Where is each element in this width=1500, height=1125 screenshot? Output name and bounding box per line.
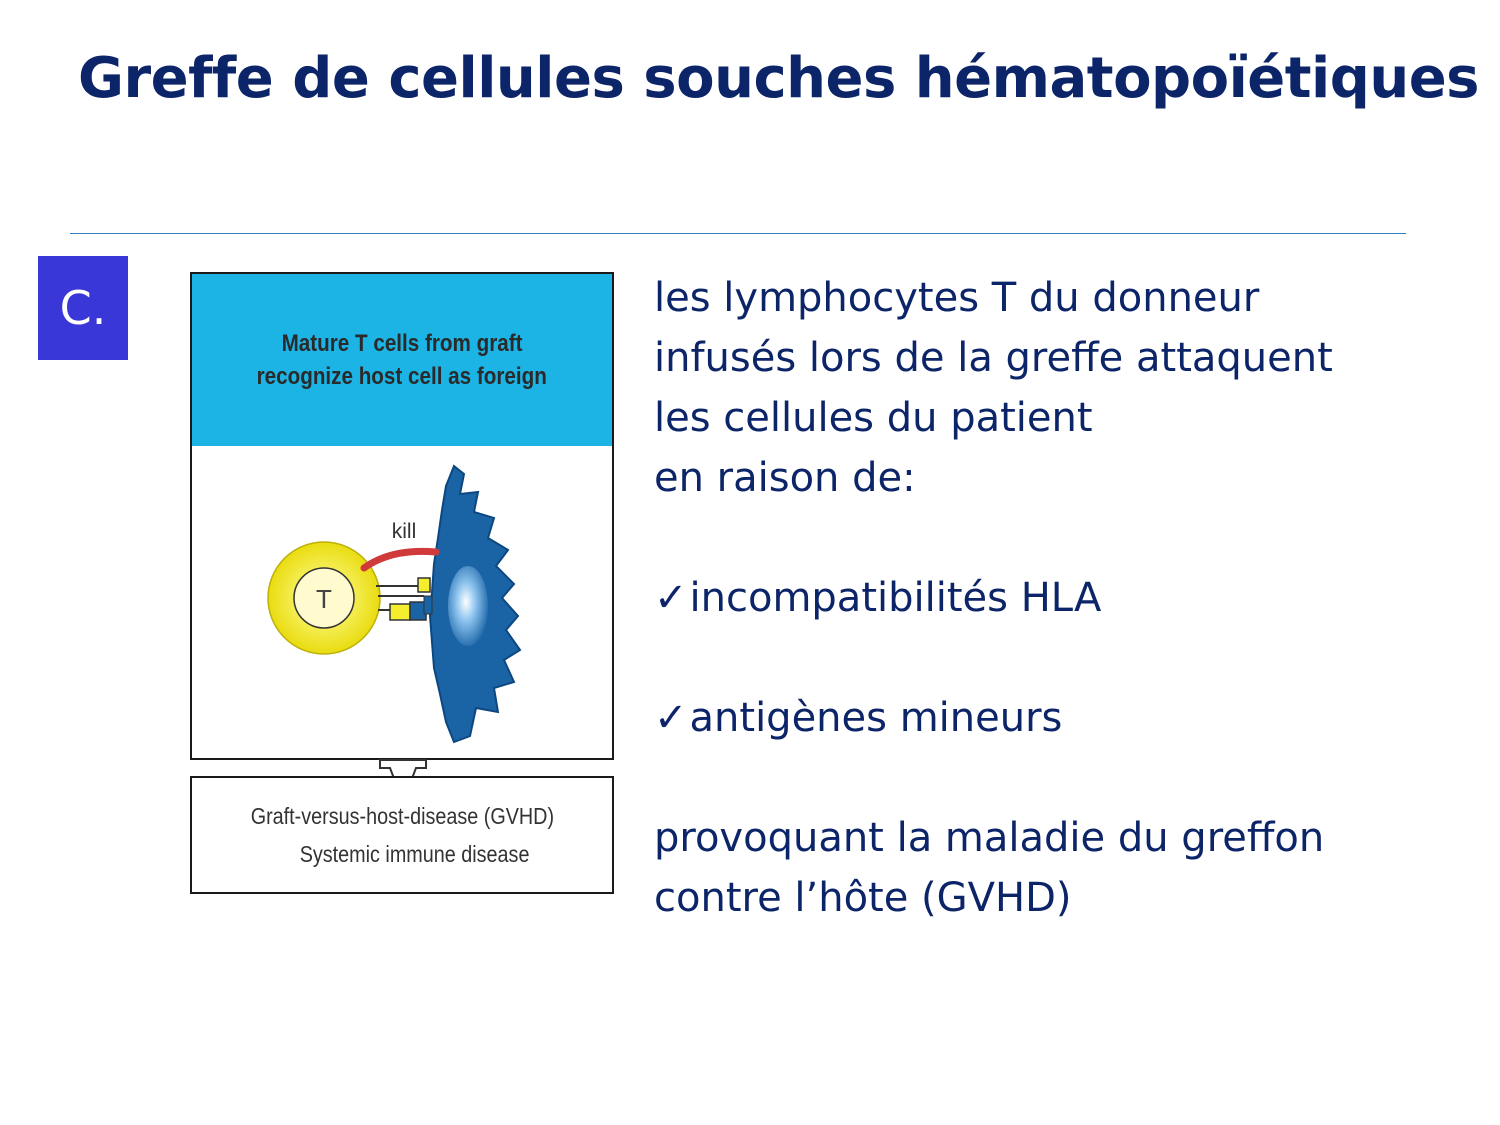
t-cell-label: T [316,584,332,614]
intro-line-2: infusés lors de la greffe attaquent [654,335,1333,381]
bullet-item-minor-antigens-label: antigènes mineurs [689,695,1063,741]
kill-label: kill [391,520,417,543]
figure-header-line-1: Mature T cells from graft [281,330,523,357]
tcr-mhc-interaction [376,578,432,620]
host-cell-nucleus [448,566,488,646]
slide-title: Greffe de cellules souches hématopoïétiques [78,46,1480,111]
figure-footer-line-2: Systemic immune disease [300,841,530,867]
bullet-item-hla [654,568,1474,628]
checkmark-icon: ✓ [654,695,688,741]
figure-header-line-2: recognize host cell as foreign [256,363,548,390]
gvhd-illustration [192,446,612,758]
conclusion-line-1: provoquant la maladie du greffon [654,815,1325,861]
conclusion-line-2: contre l’hôte (GVHD) [654,875,1072,921]
intro-line-1: les lymphocytes T du donneur [654,275,1260,321]
figure-footer-box [190,776,614,894]
explanation-text [654,268,1474,928]
bullet-item-minor-antigens [654,688,1474,748]
checkmark-icon: ✓ [654,575,688,621]
figure-illustration-box [190,446,614,760]
kill-arrow [364,551,436,568]
title-divider [70,233,1406,234]
section-badge: C. [38,256,128,360]
bullet-item-hla-label: incompatibilités HLA [689,575,1102,621]
intro-line-4: en raison de: [654,455,916,501]
intro-line-3: les cellules du patient [654,395,1093,441]
figure-footer-line-1: Graft-versus-host-disease (GVHD) [250,803,554,829]
figure-header-box [190,272,614,448]
